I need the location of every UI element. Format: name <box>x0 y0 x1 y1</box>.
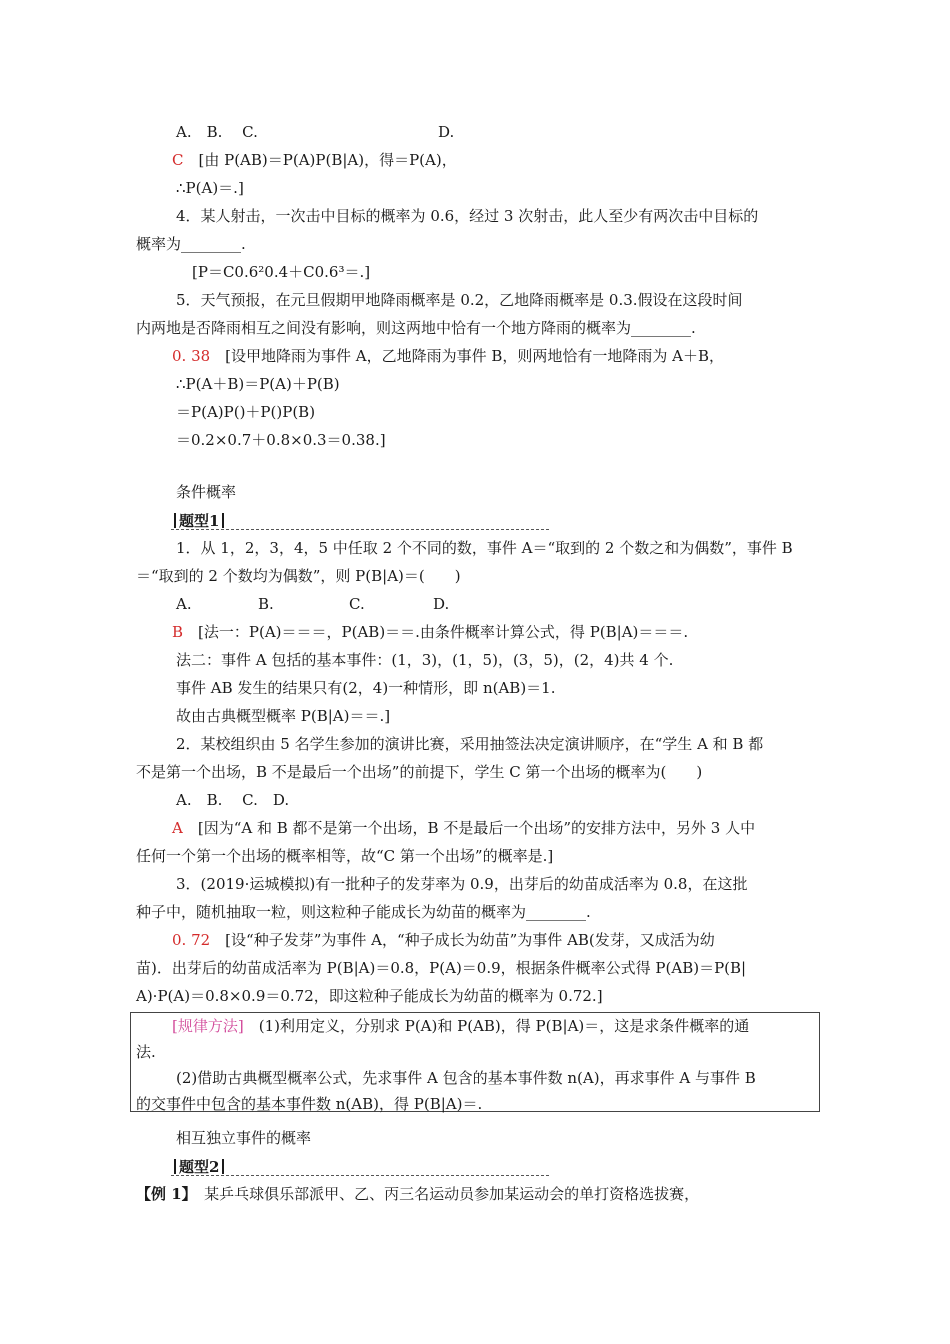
method-line-1 <box>172 1016 749 1036</box>
tag-bar-left <box>174 1159 176 1174</box>
answer-text: [法一：P(A)＝＝＝，P(AB)＝＝.由条件概率计算公式，得 P(B|A)＝＝＝. <box>183 623 689 641</box>
example-text: 某乒乓球俱乐部派甲、乙、丙三名运动员参加某运动会的单打资格选拔赛， <box>189 1185 700 1203</box>
q2-options: A. B. C. D. <box>176 791 290 809</box>
tag-bar-right <box>222 1159 224 1174</box>
method-label: [规律方法] <box>172 1017 244 1035</box>
question-4-line-2: 概率为________. <box>136 235 246 253</box>
tag-label: 题型2 <box>179 1158 220 1176</box>
answer-5-line-3: ＝P(A)P()＋P()P(B) <box>176 403 316 421</box>
answer-letter: B <box>172 623 184 641</box>
line-options-1: A. B. C. <box>176 123 258 141</box>
q1-line-2: ＝“取到的 2 个数均为偶数”，则 P(B|A)＝( ) <box>136 567 461 585</box>
method-line-3: (2)借助古典概型概率公式，先求事件 A 包含的基本事件数 n(A)，再求事件 A 与事件 B <box>176 1069 756 1087</box>
question-5-line-2: 内两地是否降雨相互之间没有影响，则这两地中恰有一个地方降雨的概率为________. <box>136 319 696 337</box>
q1-option-a: A. <box>176 595 192 613</box>
tag-label: 题型1 <box>179 512 220 530</box>
tag-bar-right <box>222 513 224 528</box>
answer-4: [P＝C0.6²0.4＋C0.6³＝.] <box>192 263 371 281</box>
question-type-tag-1 <box>171 512 231 530</box>
q1-answer-line-3: 事件 AB 发生的结果只有(2，4)一种情形，即 n(AB)＝1. <box>176 679 556 697</box>
answer-letter: A <box>172 819 183 837</box>
q3-answer-line-1 <box>172 930 715 950</box>
q2-line-1: 2．某校组织由 5 名学生参加的演讲比赛，采用抽签法决定演讲顺序，在“学生 A 和 B 都 <box>176 735 764 753</box>
question-5-line-1: 5．天气预报，在元旦假期甲地降雨概率是 0.2，乙地降雨概率是 0.3.假设在这段时间 <box>176 291 743 309</box>
answer-letter: C <box>172 151 184 169</box>
q1-line-1: 1．从 1，2，3，4，5 中任取 2 个不同的数，事件 A＝“取到的 2 个数之和为偶数”，事件 B <box>176 539 793 557</box>
method-text: (1)利用定义，分别求 P(A)和 P(AB)，得 P(B|A)＝，这是求条件概率的通 <box>243 1017 750 1035</box>
dashed-divider-1 <box>171 529 549 530</box>
answer-5-line-1 <box>172 346 724 366</box>
q3-line-2: 种子中，随机抽取一粒，则这粒种子能成长为幼苗的概率为________. <box>136 903 591 921</box>
line-options-1-d: D. <box>438 123 455 141</box>
answer-text: [设甲地降雨为事件 A，乙地降雨为事件 B，则两地恰有一地降雨为 A＋B， <box>210 347 725 365</box>
section-heading-independent: 相互独立事件的概率 <box>176 1129 312 1147</box>
example-1-line <box>136 1184 699 1204</box>
method-line-4: 的交事件中包含的基本事件数 n(AB)，得 P(B|A)＝. <box>136 1095 483 1113</box>
q1-option-c: C. <box>349 595 365 613</box>
answer-5-line-2: ∴P(A＋B)＝P(A)＋P(B) <box>176 375 340 393</box>
line-answer-1 <box>172 150 457 170</box>
q2-answer-line-2: 任何一个第一个出场的概率相等，故“C 第一个出场”的概率是.] <box>136 847 554 865</box>
q1-answer-line-1 <box>172 622 688 642</box>
method-line-2: 法. <box>136 1043 156 1061</box>
dashed-divider-2 <box>171 1175 549 1176</box>
question-type-tag-2 <box>171 1158 231 1176</box>
q2-answer-line-1 <box>172 818 755 838</box>
question-4-line-1: 4．某人射击，一次击中目标的概率为 0.6，经过 3 次射击，此人至少有两次击中目标的 <box>176 207 759 225</box>
answer-text: [由 P(AB)＝P(A)P(B|A)，得＝P(A)， <box>183 151 457 169</box>
section-heading-conditional: 条件概率 <box>176 483 237 501</box>
answer-text: [因为“A 和 B 都不是第一个出场，B 不是最后一个出场”的安排方法中，另外 3 人中 <box>182 819 756 837</box>
answer-value: 0. 38 <box>172 347 211 365</box>
line-answer-1b: ∴P(A)＝.] <box>176 179 244 197</box>
answer-text: [设“种子发芽”为事件 A，“种子成长为幼苗”为事件 AB(发芽，又成活为幼 <box>210 931 715 949</box>
q3-answer-line-3: A)·P(A)＝0.8×0.9＝0.72，即这粒种子能成长为幼苗的概率为 0.72.] <box>136 987 603 1005</box>
q1-option-d: D. <box>433 595 450 613</box>
q3-line-1: 3．(2019·运城模拟)有一批种子的发芽率为 0.9，出芽后的幼苗成活率为 0.8，在这批 <box>176 875 748 893</box>
q1-option-b: B. <box>258 595 274 613</box>
answer-5-line-4: ＝0.2×0.7＋0.8×0.3＝0.38.] <box>176 431 386 449</box>
answer-value: 0. 72 <box>172 931 211 949</box>
q3-answer-line-2: 苗)．出芽后的幼苗成活率为 P(B|A)＝0.8，P(A)＝0.9，根据条件概率公式得 P(AB)＝P(B| <box>136 959 747 977</box>
q2-line-2: 不是第一个出场，B 不是最后一个出场”的前提下，学生 C 第一个出场的概率为( ) <box>136 763 703 781</box>
q1-answer-line-4: 故由古典概型概率 P(B|A)＝＝.] <box>176 707 391 725</box>
q1-answer-line-2: 法二：事件 A 包括的基本事件：(1，3)，(1，5)，(3，5)，(2，4)共 4 个. <box>176 651 674 669</box>
tag-bar-left <box>174 513 176 528</box>
example-label: 【例 1】 <box>136 1185 190 1203</box>
